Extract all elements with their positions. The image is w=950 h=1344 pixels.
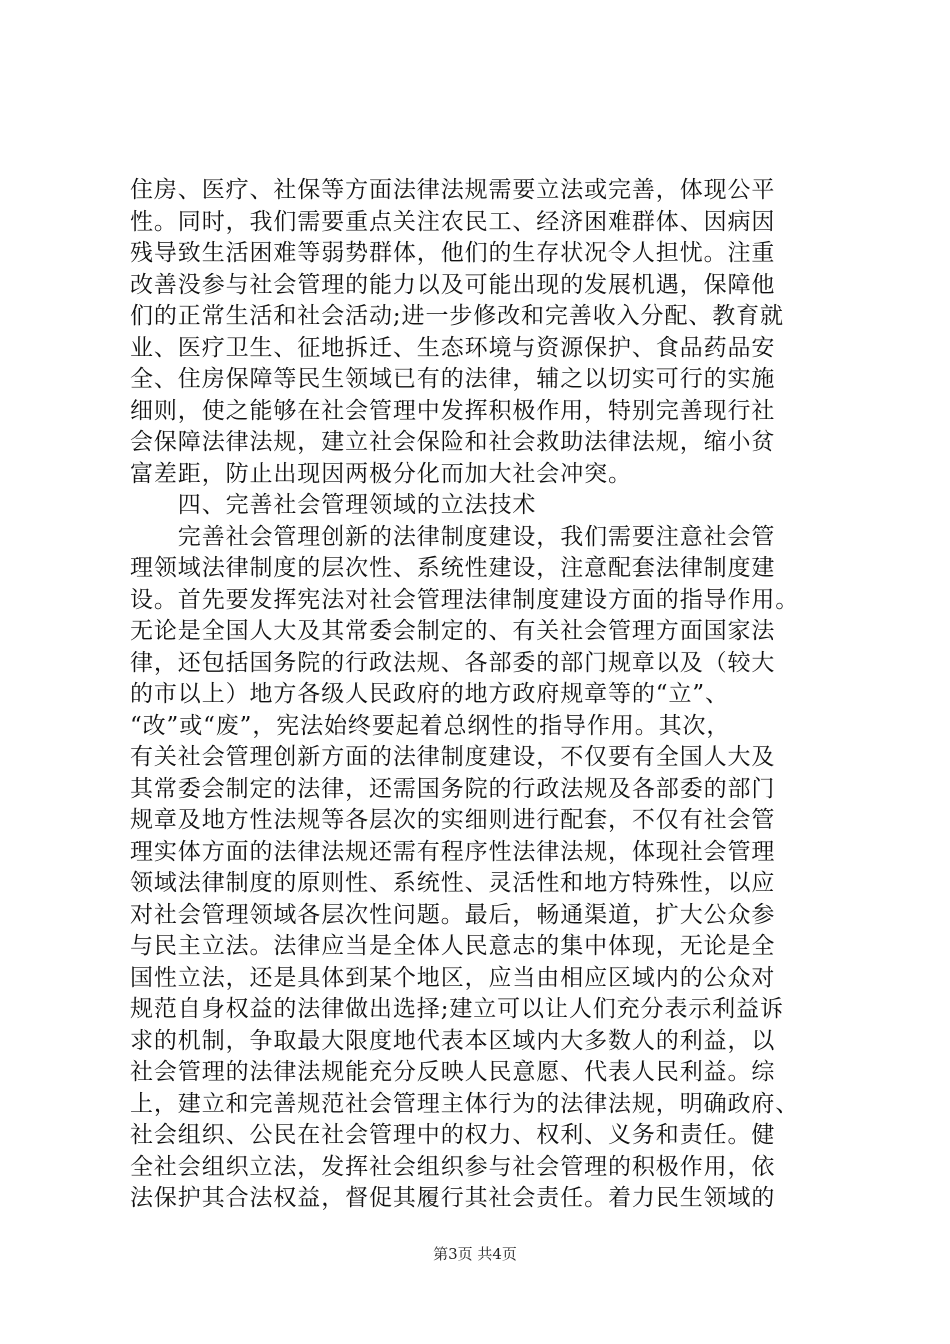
text-line: 国性立法，还是具体到某个地区，应当由相应区域内的公众对 [130,964,776,991]
text-line: 残导致生活困难等弱势群体，他们的生存状况令人担忧。注重 [130,240,776,266]
text-line: 与民主立法。法律应当是全体人民意志的集中体现，无论是全 [130,933,776,959]
text-line: 社会组织、公民在社会管理中的权力、权利、义务和责任。健 [130,1122,776,1148]
text-line: 四、完善社会管理领域的立法技术 [130,492,537,518]
text-line: “改”或“废”，宪法始终要起着总纲性的指导作用。其次， [130,712,731,739]
text-line: 设。首先要发挥宪法对社会管理法律制度建设方面的指导作用。 [130,586,800,613]
text-line: 对社会管理领域各层次性问题。最后，畅通渠道，扩大公众参 [130,901,776,928]
text-line: 社会管理的法律法规能充分反映人民意愿、代表人民利益。综 [130,1059,776,1085]
text-line: 的市以上）地方各级人民政府的地方政府规章等的“立”、 [130,681,729,707]
text-line: 律，还包括国务院的行政法规、各部委的部门规章以及（较大 [130,649,776,676]
text-line: 们的正常生活和社会活动;进一步修改和完善收入分配、教育就 [130,303,784,329]
text-line: 全、住房保障等民生领域已有的法律，辅之以切实可行的实施 [130,366,776,392]
text-line: 其常委会制定的法律，还需国务院的行政法规及各部委的部门 [130,775,776,802]
text-line: 业、医疗卫生、征地拆迁、生态环境与资源保护、食品药品安 [130,334,776,361]
page-footer: 第3页 共4页 [433,1245,517,1263]
text-line: 住房、医疗、社保等方面法律法规需要立法或完善，体现公平 [130,177,776,203]
text-line: 无论是全国人大及其常委会制定的、有关社会管理方面国家法 [130,618,776,644]
text-line: 富差距，防止出现因两极分化而加大社会冲突。 [130,460,632,487]
text-line: 领域法律制度的原则性、系统性、灵活性和地方特殊性，以应 [130,870,776,896]
text-line: 求的机制，争取最大限度地代表本区域内大多数人的利益，以 [130,1027,776,1054]
text-line: 规章及地方性法规等各层次的实细则进行配套，不仅有社会管 [130,807,776,833]
body-text [130,175,830,1215]
text-line: 有关社会管理创新方面的法律制度建设，不仅要有全国人大及 [130,744,776,770]
text-line: 全社会组织立法，发挥社会组织参与社会管理的积极作用，依 [130,1153,776,1180]
text-line: 细则，使之能够在社会管理中发挥积极作用，特别完善现行社 [130,397,776,424]
text-line: 完善社会管理创新的法律制度建设，我们需要注意社会管 [130,523,776,550]
text-line: 性。同时，我们需要重点关注农民工、经济困难群体、因病因 [130,208,776,235]
text-line: 会保障法律法规，建立社会保险和社会救助法律法规，缩小贫 [130,429,776,455]
text-line: 法保护其合法权益，督促其履行其社会责任。着力民生领域的 [130,1185,776,1211]
text-line: 理领域法律制度的层次性、系统性建设，注意配套法律制度建 [130,555,776,581]
text-line: 理实体方面的法律法规还需有程序性法律法规，体现社会管理 [130,838,776,865]
text-line: 规范自身权益的法律做出选择;建立可以让人们充分表示利益诉 [130,996,784,1022]
text-line: 改善没参与社会管理的能力以及可能出现的发展机遇，保障他 [130,271,776,298]
text-line: 上，建立和完善规范社会管理主体行为的法律法规，明确政府、 [130,1090,800,1117]
